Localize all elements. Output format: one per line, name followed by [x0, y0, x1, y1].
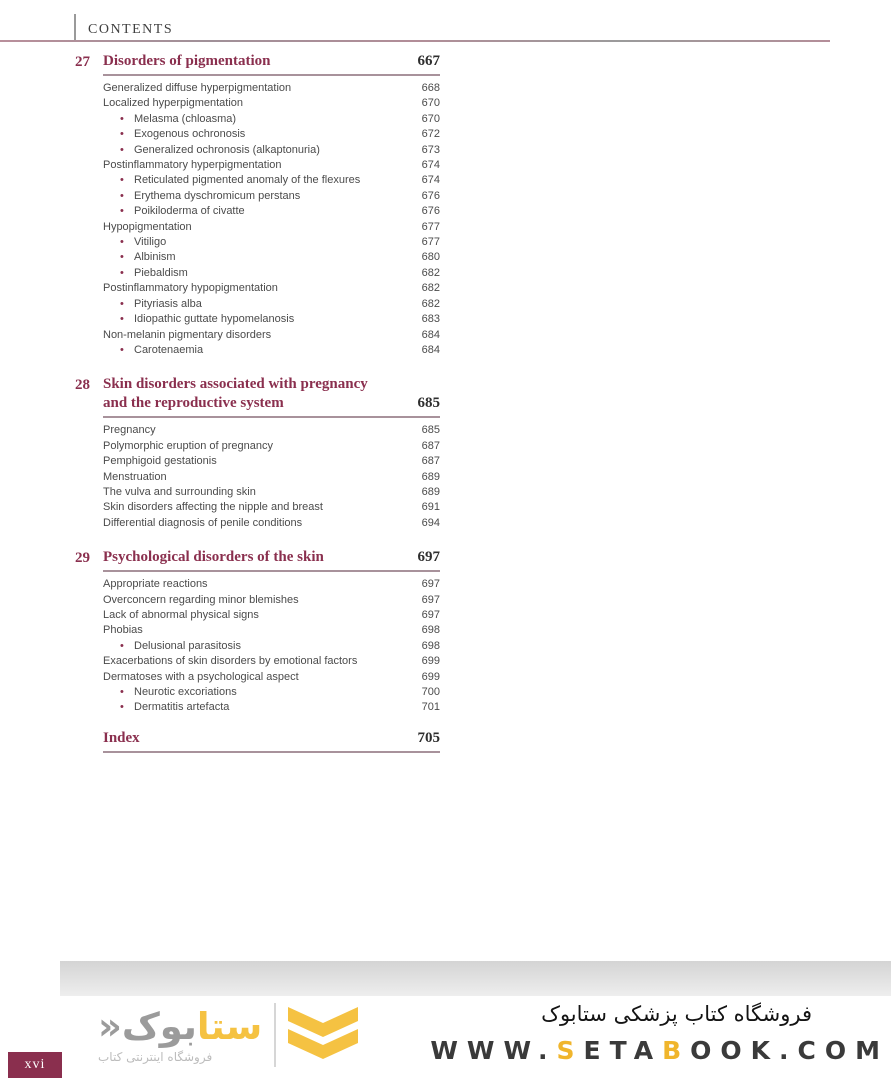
toc-entry-label: Pemphigoid gestationis — [103, 455, 217, 468]
bullet-icon: • — [120, 266, 124, 279]
toc-entry — [103, 470, 440, 485]
toc-entry — [103, 96, 440, 111]
toc-entry-page: 676 — [421, 189, 440, 202]
toc-entry-label: Idiopathic guttate hypomelanosis — [134, 313, 295, 326]
toc-entry — [103, 685, 440, 700]
toc-entry — [103, 516, 440, 531]
toc-entry — [103, 312, 440, 327]
contents-heading: CONTENTS — [88, 22, 174, 37]
toc-entry-label: Dermatitis artefacta — [134, 701, 230, 714]
header-divider-bar — [74, 14, 76, 40]
toc-entry-label: Albinism — [134, 251, 176, 264]
toc-entry-label: Pityriasis alba — [134, 297, 202, 310]
website-mid: ETA — [583, 1036, 663, 1065]
toc-entry-page: 700 — [421, 686, 440, 698]
toc-entry — [103, 266, 440, 281]
setabook-wordmark — [98, 1006, 262, 1048]
toc-entry — [103, 700, 440, 715]
chapter-entries — [103, 81, 440, 358]
toc-entry-label: Phobias — [103, 624, 143, 637]
toc-entry — [103, 654, 440, 669]
toc-entry-page: 680 — [421, 251, 440, 264]
website-prefix: WWW. — [430, 1036, 557, 1065]
store-name-farsi: فروشگاه کتاب پزشکی ستابوک — [541, 1002, 812, 1026]
wordmark-gray-part: بوک — [121, 1005, 197, 1048]
toc-entry — [103, 500, 440, 515]
chapter-page-number: 697 — [417, 549, 440, 566]
website-accent-s: S — [556, 1036, 584, 1065]
toc-entry-page: 668 — [421, 82, 440, 94]
toc-entry — [103, 112, 440, 127]
toc-entry-page: 674 — [421, 174, 440, 187]
toc-entry-page: 694 — [421, 516, 440, 529]
toc-entry — [103, 593, 440, 608]
toc-entry-page: 672 — [421, 128, 440, 141]
toc-entry-label: Generalized diffuse hyperpigmentation — [103, 82, 292, 94]
bullet-icon: • — [120, 205, 124, 218]
toc-entry-page: 676 — [421, 205, 440, 218]
toc-entry — [103, 250, 440, 265]
chapter-title-line1: Skin disorders associated with pregnancy — [103, 376, 368, 393]
toc-entry — [103, 454, 440, 469]
bullet-icon: • — [120, 686, 124, 698]
toc-entry — [103, 220, 440, 235]
chapter-number: 28 — [75, 377, 90, 394]
toc-entry — [103, 235, 440, 250]
toc-entry-page: 697 — [421, 608, 440, 621]
toc-entry-page: 673 — [421, 143, 440, 156]
wordmark-chevron-glyph: « — [98, 1005, 122, 1048]
index-section — [75, 729, 440, 753]
toc-entry-page: 683 — [421, 313, 440, 326]
toc-entry-label: Overconcern regarding minor blemishes — [103, 593, 299, 606]
toc-entry-page: 698 — [421, 639, 440, 652]
toc-entry-page: 684 — [421, 328, 440, 341]
toc-entry — [103, 670, 440, 685]
index-page-number: 705 — [417, 729, 440, 746]
toc-entry-page: 682 — [421, 282, 440, 295]
toc-entry — [103, 297, 440, 312]
bullet-icon: • — [120, 174, 124, 187]
bullet-icon: • — [120, 143, 124, 156]
toc-entry-label: Dermatoses with a psychological aspect — [103, 670, 299, 683]
toc-entry-label: Piebaldism — [134, 266, 188, 279]
toc-entry-label: Appropriate reactions — [103, 578, 208, 591]
bullet-icon: • — [120, 236, 124, 249]
toc-entry — [103, 608, 440, 623]
chapter-entries — [103, 577, 440, 716]
bullet-icon: • — [120, 343, 124, 356]
chapter-title: Disorders of pigmentation — [103, 53, 271, 69]
toc-entry-page: 682 — [421, 266, 440, 279]
toc-entry — [103, 81, 440, 96]
chapter-page-number: 685 — [417, 395, 440, 412]
toc-entry-page: 684 — [421, 343, 440, 356]
bullet-icon: • — [120, 251, 124, 264]
toc-entry-page: 697 — [421, 593, 440, 606]
brand-divider-bar — [274, 1003, 276, 1067]
chapter-28-section — [75, 375, 440, 531]
chapter-29-section — [75, 548, 440, 716]
bullet-icon: • — [120, 313, 124, 326]
toc-entry — [103, 143, 440, 158]
toc-entry-page: 701 — [421, 701, 440, 714]
chapter-title-line2: and the reproductive system — [103, 395, 284, 412]
toc-entry-page: 689 — [421, 485, 440, 498]
toc-entry-label: Vitiligo — [134, 236, 167, 249]
folio-page-label: xvi — [8, 1052, 62, 1078]
toc-entry-label: Poikiloderma of civatte — [134, 205, 245, 218]
chapter-heading — [75, 52, 440, 76]
toc-entry-page: 698 — [421, 624, 440, 637]
toc-entry-label: Carotenaemia — [134, 343, 204, 356]
toc-entry-label: Delusional parasitosis — [134, 639, 241, 652]
brand-tagline: فروشگاه اینترنتی کتاب — [98, 1050, 213, 1064]
toc-entry — [103, 281, 440, 296]
toc-entry-page: 682 — [421, 297, 440, 310]
toc-entry — [103, 423, 440, 438]
toc-entry-page: 677 — [421, 236, 440, 249]
toc-entry-page: 674 — [421, 159, 440, 172]
toc-entry — [103, 485, 440, 500]
table-of-contents — [75, 52, 440, 753]
toc-entry-page: 677 — [421, 220, 440, 233]
toc-entry — [103, 439, 440, 454]
chapter-entries — [103, 423, 440, 531]
bullet-icon: • — [120, 128, 124, 141]
website-suffix: OOK.COM — [690, 1036, 889, 1065]
toc-entry-label: Postinflammatory hyperpigmentation — [103, 159, 282, 172]
toc-entry-label: Non-melanin pigmentary disorders — [103, 328, 272, 341]
toc-entry-label: Erythema dyschromicum perstans — [134, 189, 301, 202]
toc-entry-page: 691 — [421, 501, 440, 514]
toc-entry-page: 670 — [421, 97, 440, 110]
toc-entry-label: Postinflammatory hypopigmentation — [103, 282, 278, 295]
toc-entry — [103, 577, 440, 592]
setabook-chevron-icon — [286, 1005, 360, 1065]
toc-entry-label: Skin disorders affecting the nipple and breast — [103, 501, 323, 514]
chapter-heading — [75, 548, 440, 572]
bullet-icon: • — [120, 701, 124, 714]
toc-entry-page: 687 — [421, 455, 440, 468]
toc-entry — [103, 204, 440, 219]
toc-entry — [103, 623, 440, 638]
chapter-number: 27 — [75, 54, 90, 70]
toc-entry — [103, 343, 440, 358]
toc-entry-label: Menstruation — [103, 470, 167, 483]
toc-entry-label: The vulva and surrounding skin — [103, 485, 256, 498]
toc-entry-label: Hypopigmentation — [103, 220, 192, 233]
toc-entry — [103, 173, 440, 188]
toc-entry — [103, 639, 440, 654]
chapter-27-section — [75, 52, 440, 358]
toc-entry — [103, 158, 440, 173]
toc-entry — [103, 127, 440, 142]
toc-entry-page: 687 — [421, 439, 440, 452]
chapter-heading — [75, 375, 440, 418]
setabook-brand-block — [98, 1003, 360, 1067]
bullet-icon: • — [120, 112, 124, 125]
chapter-page-number: 667 — [417, 53, 440, 69]
toc-entry-page: 699 — [421, 655, 440, 668]
header-rule — [0, 40, 830, 42]
toc-entry-page: 685 — [421, 424, 440, 437]
toc-entry-page: 699 — [421, 670, 440, 683]
bullet-icon: • — [120, 297, 124, 310]
toc-entry-label: Polymorphic eruption of pregnancy — [103, 439, 273, 452]
chapter-title: Psychological disorders of the skin — [103, 549, 324, 566]
toc-entry-label: Exogenous ochronosis — [134, 128, 246, 141]
toc-entry-label: Generalized ochronosis (alkaptonuria) — [134, 143, 320, 156]
toc-entry-label: Reticulated pigmented anomaly of the flexures — [134, 174, 361, 187]
toc-entry-label: Neurotic excoriations — [134, 686, 237, 698]
website-accent-b: B — [662, 1036, 691, 1065]
wordmark-yellow-part: ستا — [196, 1005, 263, 1048]
chapter-number: 29 — [75, 550, 90, 567]
toc-entry — [103, 189, 440, 204]
toc-entry-page: 670 — [421, 112, 440, 125]
toc-entry-label: Lack of abnormal physical signs — [103, 608, 259, 621]
website-url — [430, 1036, 889, 1065]
toc-entry-label: Differential diagnosis of penile conditions — [103, 516, 303, 529]
toc-entry-page: 689 — [421, 470, 440, 483]
page-header — [74, 14, 173, 40]
toc-entry-label: Exacerbations of skin disorders by emotional factors — [103, 655, 358, 668]
toc-entry-label: Melasma (chloasma) — [134, 112, 237, 125]
bullet-icon: • — [120, 639, 124, 652]
page-edge-shadow — [60, 961, 891, 996]
toc-entry-page: 697 — [421, 578, 440, 591]
toc-entry-label: Localized hyperpigmentation — [103, 97, 244, 110]
toc-entry-label: Pregnancy — [103, 424, 156, 437]
bullet-icon: • — [120, 189, 124, 202]
toc-entry — [103, 328, 440, 343]
index-title: Index — [103, 729, 140, 746]
